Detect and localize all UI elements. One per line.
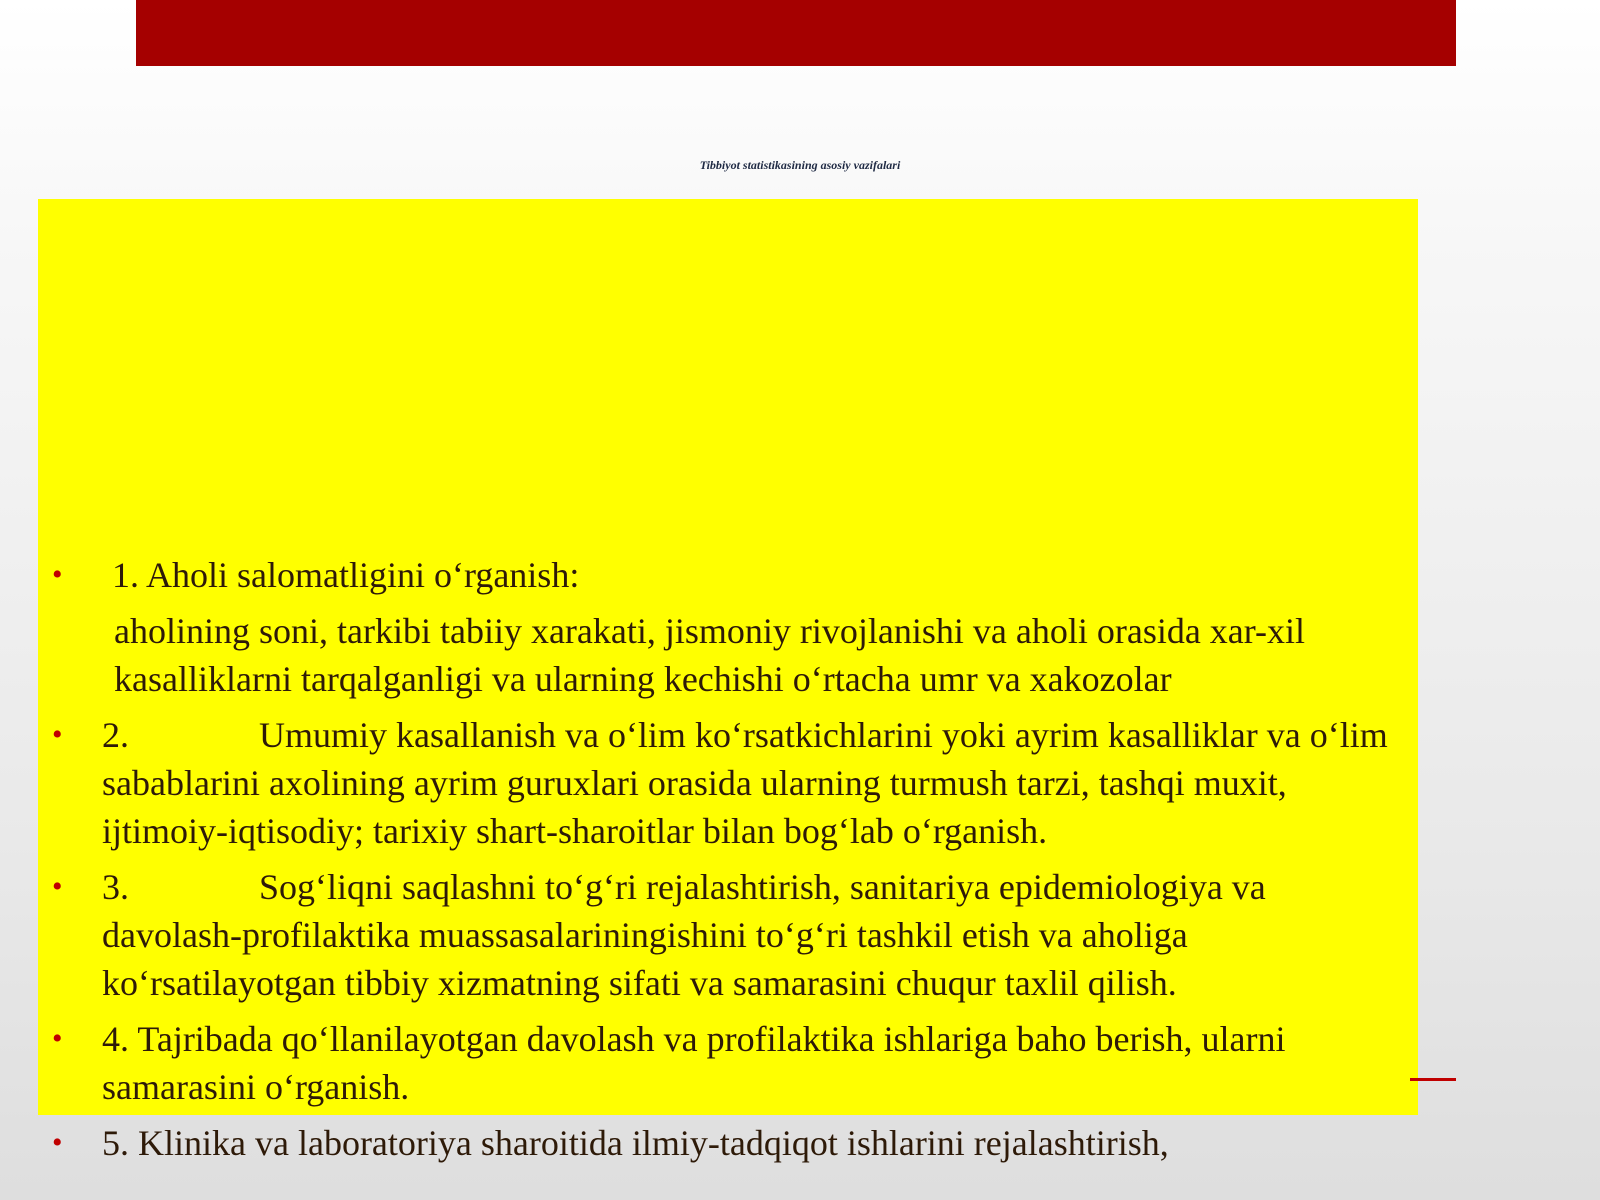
list-item-5: [38, 1119, 1418, 1167]
bullet-icon: •: [52, 718, 63, 751]
item-text: Tajribada qo‘llanilayotgan davolash va profilaktika ishlariga baho berish, ularni samarasini o‘rganish.: [102, 1019, 1286, 1107]
slide-title: Tibbiyot statistikasining asosiy vazifalari: [699, 158, 901, 172]
accent-line: [1410, 1078, 1456, 1081]
list-item-1: [38, 551, 1418, 703]
content-box: [38, 199, 1418, 1163]
item-number: 5.: [102, 1123, 129, 1163]
top-banner-bar: [136, 0, 1456, 66]
item-number: 2.: [102, 715, 129, 755]
list-item-4: [38, 1015, 1418, 1111]
item-text: Sog‘liqni saqlashni to‘g‘ri rejalashtirish, sanitariya epidemiologiya va davolash-profilaktika muassasalariningishini to‘g‘ri tashkil etish va aholiga ko‘rsatilayotgan tibbiy xizmatning sifati va samarasini chuqur taxlil qilish.: [102, 867, 1266, 1003]
list-item-2: [38, 711, 1418, 855]
item-number: 1.: [112, 555, 139, 595]
item-sub-text: aholining soni, tarkibi tabiiy xarakati, jismoniy rivojlanishi va aholi orasida xar-xil kasalliklarni tarqalganligi va ularning kechishi o‘rtacha umr va xakozolar: [114, 611, 1306, 699]
bullet-icon: •: [52, 870, 63, 903]
item-number: 4.: [102, 1019, 129, 1059]
item-text: Klinika va laboratoriya sharoitida ilmiy-tadqiqot ishlarini rejalashtirish,: [138, 1123, 1169, 1163]
item-number: 3.: [102, 867, 129, 907]
list-item-3: [38, 863, 1418, 1007]
item-text: Aholi salomatligini o‘rganish:: [146, 555, 580, 595]
bullet-icon: •: [52, 1126, 63, 1159]
bullet-icon: •: [52, 1022, 63, 1055]
task-list: [38, 551, 1418, 1175]
bullet-icon: •: [52, 558, 63, 591]
item-text: Umumiy kasallanish va o‘lim ko‘rsatkichlarini yoki ayrim kasalliklar va o‘lim sabablarini axolining ayrim guruxlari orasida ularning turmush tarzi, tashqi muxit, ijtimoiy-iqtisodiy; tarixiy shart-sharoitlar bilan bog‘lab o‘rganish.: [102, 715, 1388, 851]
